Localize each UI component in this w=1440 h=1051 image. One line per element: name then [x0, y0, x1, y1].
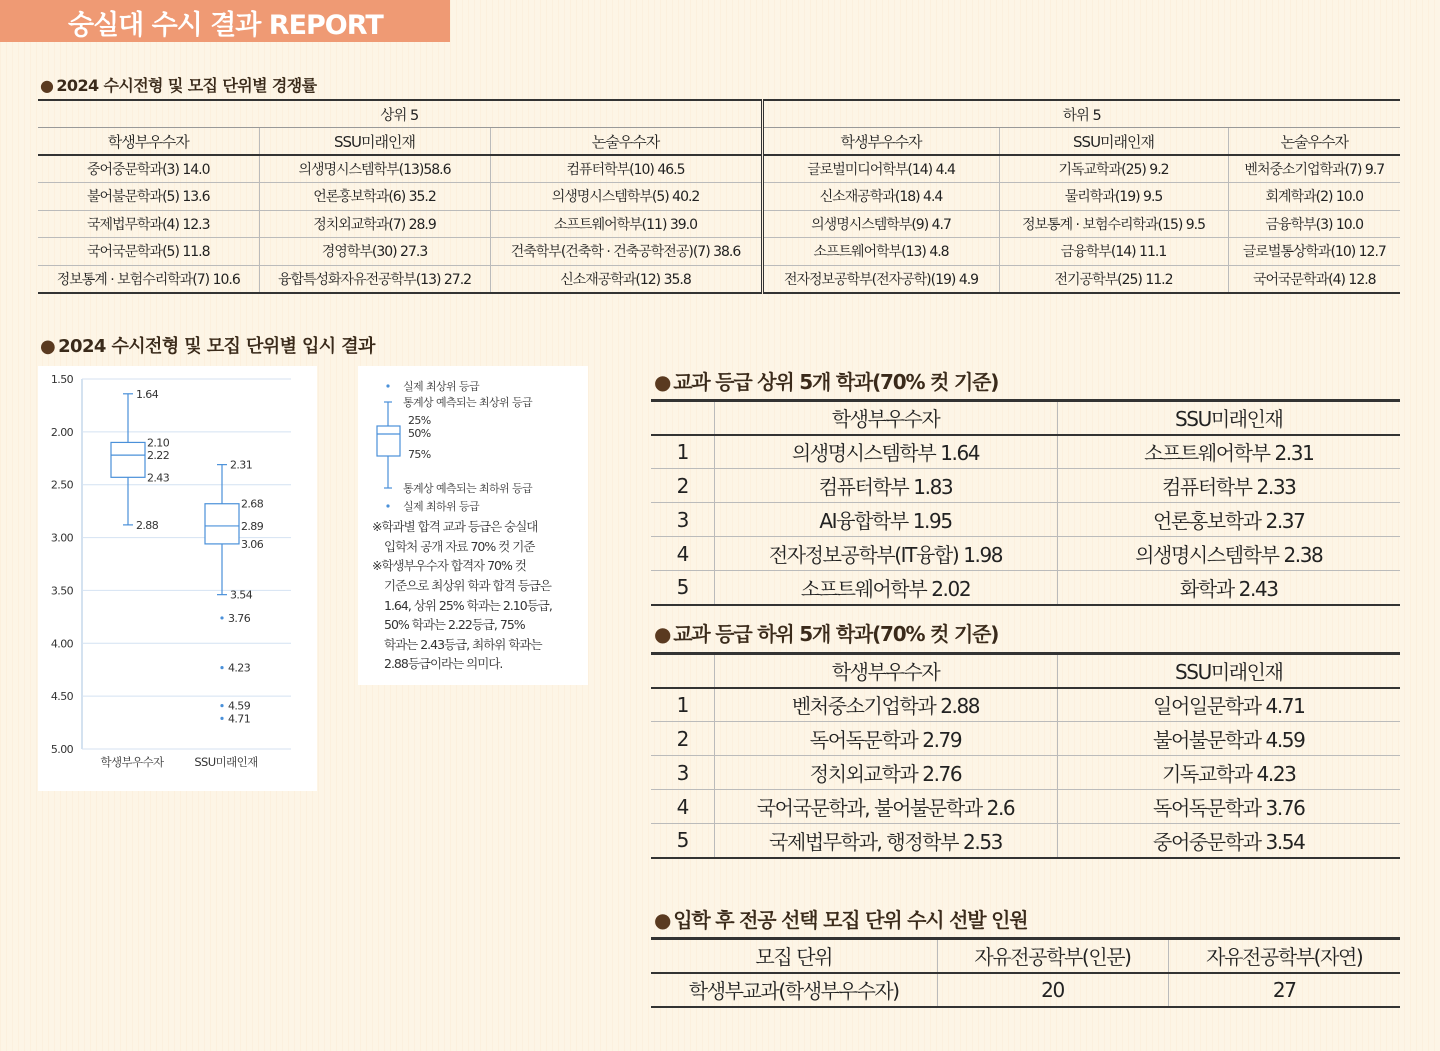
outlier-point — [220, 717, 223, 720]
table-cell: 정보통계 · 보험수리학과(7) 10.6 — [38, 265, 259, 293]
section-result-heading — [40, 332, 375, 358]
selection-header: 자유전공학부(인문) — [937, 939, 1168, 973]
table-cell: 정치외교학과 2.76 — [714, 756, 1057, 790]
table-row — [38, 183, 1400, 211]
table-cell: 의생명시스템학부 2.38 — [1057, 537, 1400, 571]
table-cell: 의생명시스템학부(5) 40.2 — [490, 183, 762, 211]
legend-stat-bottom-label: 통계상 예측되는 최하위 등급 — [403, 482, 533, 495]
bottom5-table — [651, 652, 1400, 859]
legend-p75-label: 75% — [408, 448, 431, 461]
table-cell: 중어중문학과 3.54 — [1057, 824, 1400, 858]
y-tick-label: 4.00 — [50, 637, 73, 651]
rank-header: 학생부우수자 — [714, 401, 1057, 435]
table-cell: 금융학부(3) 10.0 — [1228, 210, 1400, 238]
group-bottom5: 하위 5 — [762, 100, 1400, 128]
box-iqr — [205, 504, 239, 544]
selection-table — [651, 937, 1400, 1008]
table-cell: 불어불문학과 4.59 — [1057, 722, 1400, 756]
page-title: 숭실대 수시 결과 REPORT — [0, 0, 450, 42]
table-row — [651, 824, 1400, 858]
table-row — [38, 210, 1400, 238]
table-cell: 물리학과(19) 9.5 — [999, 183, 1228, 211]
table-cell: 정치외교학과(7) 28.9 — [259, 210, 490, 238]
bullet-icon: ● — [654, 622, 671, 646]
table-row — [651, 537, 1400, 571]
section-bottom5-title: 교과 등급 하위 5개 학과(70% 컷 기준) — [673, 622, 999, 646]
table-cell: 벤처중소기업학과 2.88 — [714, 688, 1057, 722]
table-cell: 중어중문학과(3) 14.0 — [38, 155, 259, 183]
table-cell: 소프트웨어학부 2.31 — [1057, 435, 1400, 469]
comp-header: 논술우수자 — [1228, 128, 1400, 156]
table-cell: 글로벌미디어학부(14) 4.4 — [762, 155, 999, 183]
group-top5: 상위 5 — [38, 100, 762, 128]
table-row — [651, 688, 1400, 722]
x-category-label: SSU미래인재 — [194, 755, 258, 769]
data-label: 2.22 — [147, 449, 170, 463]
legend-p50-label: 50% — [408, 427, 431, 440]
note-line: ※학과별 합격 교과 등급은 숭실대 — [372, 519, 538, 534]
section-top5-title: 교과 등급 상위 5개 학과(70% 컷 기준) — [673, 370, 999, 394]
table-cell: 정보통계 · 보험수리학과(15) 9.5 — [999, 210, 1228, 238]
comp-header: 학생부우수자 — [38, 128, 259, 156]
rank-number: 1 — [651, 688, 714, 722]
data-label: 2.43 — [147, 471, 170, 485]
y-tick-label: 4.50 — [50, 690, 73, 704]
section-competition-title: 2024 수시전형 및 모집 단위별 경쟁률 — [56, 76, 317, 95]
x-category-label: 학생부우수자 — [100, 755, 164, 769]
data-label: 2.10 — [147, 436, 170, 450]
table-cell: 일어일문학과 4.71 — [1057, 688, 1400, 722]
rank-header: SSU미래인재 — [1057, 401, 1400, 435]
section-selection-title: 입학 후 전공 선택 모집 단위 수시 선발 인원 — [673, 908, 1028, 932]
table-cell: 학생부교과(학생부우수자) — [651, 973, 937, 1007]
outlier-point — [220, 666, 223, 669]
outlier-point — [220, 616, 223, 619]
table-cell: 컴퓨터학부 1.83 — [714, 469, 1057, 503]
table-cell: 의생명시스템학부(9) 4.7 — [762, 210, 999, 238]
legend-actual-top-label: 실제 최상위 등급 — [403, 380, 479, 393]
boxplot-panel — [38, 366, 317, 791]
table-row — [651, 973, 1400, 1007]
table-cell: 전자정보공학부(IT융합) 1.98 — [714, 537, 1057, 571]
table-row — [38, 265, 1400, 293]
table-cell: 독어독문학과 2.79 — [714, 722, 1057, 756]
table-row — [651, 435, 1400, 469]
data-label: 2.68 — [241, 497, 264, 511]
table-cell: 컴퓨터학부(10) 46.5 — [490, 155, 762, 183]
rank-header: SSU미래인재 — [1057, 654, 1400, 688]
data-label: 4.23 — [228, 661, 251, 675]
table-cell: 전기공학부(25) 11.2 — [999, 265, 1228, 293]
bullet-icon: ● — [40, 336, 56, 357]
data-label: 2.88 — [136, 518, 159, 532]
table-row — [651, 503, 1400, 537]
data-label: 4.59 — [228, 699, 251, 713]
table-cell: 언론홍보학과(6) 35.2 — [259, 183, 490, 211]
table-cell: 소프트웨어학부(13) 4.8 — [762, 238, 999, 266]
rank-number: 4 — [651, 790, 714, 824]
rank-number: 1 — [651, 435, 714, 469]
rank-header-empty — [651, 401, 714, 435]
competition-table — [38, 99, 1400, 294]
legend-p25-label: 25% — [408, 414, 431, 427]
rank-header: 학생부우수자 — [714, 654, 1057, 688]
boxplot-chart — [38, 366, 317, 791]
comp-header: 논술우수자 — [490, 128, 762, 156]
table-cell: 국어국문학과, 불어불문학과 2.6 — [714, 790, 1057, 824]
selection-header: 모집 단위 — [651, 939, 937, 973]
table-cell: 기독교학과(25) 9.2 — [999, 155, 1228, 183]
table-cell: 융합특성화자유전공학부(13) 27.2 — [259, 265, 490, 293]
table-cell: 신소재공학과(18) 4.4 — [762, 183, 999, 211]
note-line: 50% 학과는 2.22등급, 75% — [384, 617, 525, 632]
section-bottom5-heading — [654, 618, 998, 647]
note-line: 1.64, 상위 25% 학과는 2.10등급, — [384, 598, 552, 613]
table-cell: AI융합학부 1.95 — [714, 503, 1057, 537]
data-label: 2.89 — [241, 519, 264, 533]
note-line: 학과는 2.43등급, 최하위 학과는 — [384, 637, 542, 652]
table-cell: 금융학부(14) 11.1 — [999, 238, 1228, 266]
table-cell: 국어국문학과(4) 12.8 — [1228, 265, 1400, 293]
table-cell: 불어불문학과(5) 13.6 — [38, 183, 259, 211]
data-label: 2.31 — [230, 458, 253, 472]
table-cell: 화학과 2.43 — [1057, 571, 1400, 605]
table-cell: 의생명시스템학부(13)58.6 — [259, 155, 490, 183]
rank-number: 2 — [651, 469, 714, 503]
data-label: 3.76 — [228, 611, 251, 625]
rank-number: 4 — [651, 537, 714, 571]
comp-header: SSU미래인재 — [259, 128, 490, 156]
selection-header: 자유전공학부(자연) — [1168, 939, 1400, 973]
data-label: 1.64 — [136, 387, 159, 401]
table-cell: 경영학부(30) 27.3 — [259, 238, 490, 266]
box-iqr — [111, 442, 145, 477]
data-label: 3.06 — [241, 537, 264, 551]
y-tick-label: 2.50 — [50, 478, 73, 492]
legend-actual-top-dot — [386, 384, 389, 387]
legend-actual-bottom-label: 실제 최하위 등급 — [403, 500, 479, 513]
y-tick-label: 3.50 — [50, 584, 73, 598]
table-cell: 회계학과(2) 10.0 — [1228, 183, 1400, 211]
table-cell: 전자정보공학부(전자공학)(19) 4.9 — [762, 265, 999, 293]
note-line: 2.88등급이라는 의미다. — [384, 656, 503, 671]
table-row — [38, 155, 1400, 183]
rank-header-empty — [651, 654, 714, 688]
table-cell: 국제법무학과, 행정학부 2.53 — [714, 824, 1057, 858]
table-cell: 의생명시스템학부 1.64 — [714, 435, 1057, 469]
bullet-icon: ● — [654, 370, 671, 394]
table-cell: 글로벌통상학과(10) 12.7 — [1228, 238, 1400, 266]
table-cell: 신소재공학과(12) 35.8 — [490, 265, 762, 293]
rank-number: 5 — [651, 571, 714, 605]
table-cell: 소프트웨어학부(11) 39.0 — [490, 210, 762, 238]
boxplot-legend — [358, 366, 588, 516]
table-cell: 언론홍보학과 2.37 — [1057, 503, 1400, 537]
bullet-icon: ● — [654, 908, 671, 932]
top5-table — [651, 399, 1400, 606]
table-cell: 20 — [937, 973, 1168, 1007]
bullet-icon: ● — [40, 76, 54, 95]
data-label: 3.54 — [230, 588, 253, 602]
rank-number: 3 — [651, 756, 714, 790]
table-cell: 국어국문학과(5) 11.8 — [38, 238, 259, 266]
rank-number: 3 — [651, 503, 714, 537]
data-label: 4.71 — [228, 712, 251, 726]
table-cell: 소프트웨어학부 2.02 — [714, 571, 1057, 605]
y-tick-label: 3.00 — [50, 531, 73, 545]
y-tick-label: 2.00 — [50, 425, 73, 439]
table-cell: 국제법무학과(4) 12.3 — [38, 210, 259, 238]
table-row — [651, 756, 1400, 790]
table-cell: 기독교학과 4.23 — [1057, 756, 1400, 790]
comp-header: SSU미래인재 — [999, 128, 1228, 156]
competition-table-wrap — [38, 99, 1400, 294]
section-selection-heading — [654, 904, 1027, 933]
note-line: 기준으로 최상위 학과 합격 등급은 — [384, 578, 551, 593]
table-row — [651, 790, 1400, 824]
table-cell: 건축학부(건축학 · 건축공학전공)(7) 38.6 — [490, 238, 762, 266]
legend-actual-bottom-dot — [386, 504, 389, 507]
table-row — [651, 722, 1400, 756]
note-line: 입학처 공개 자료 70% 컷 기준 — [384, 539, 535, 554]
rank-number: 2 — [651, 722, 714, 756]
table-cell: 독어독문학과 3.76 — [1057, 790, 1400, 824]
table-cell: 27 — [1168, 973, 1400, 1007]
table-row — [651, 571, 1400, 605]
table-row — [651, 469, 1400, 503]
y-tick-label: 1.50 — [50, 373, 73, 386]
legend-box — [377, 426, 400, 456]
note-line: ※학생부우수자 합격자 70% 컷 — [372, 558, 526, 573]
table-cell: 벤처중소기업학과(7) 9.7 — [1228, 155, 1400, 183]
outlier-point — [220, 704, 223, 707]
section-top5-heading — [654, 366, 998, 395]
rank-number: 5 — [651, 824, 714, 858]
section-result-title: 2024 수시전형 및 모집 단위별 입시 결과 — [58, 336, 375, 357]
comp-header: 학생부우수자 — [762, 128, 999, 156]
table-cell: 컴퓨터학부 2.33 — [1057, 469, 1400, 503]
legend-stat-top-label: 통계상 예측되는 최상위 등급 — [403, 396, 533, 409]
section-competition-heading — [40, 73, 317, 96]
table-row — [38, 238, 1400, 266]
y-tick-label: 5.00 — [50, 743, 73, 756]
